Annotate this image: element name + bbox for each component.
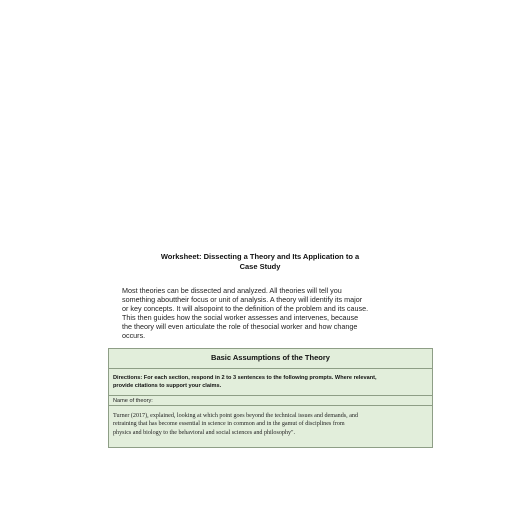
response-line: physics and biology to the behavioral and social sciences and philosophy". xyxy=(113,429,296,436)
directions-row xyxy=(109,369,432,396)
intro-line: the theory will even articulate the role of thesocial worker and how change xyxy=(122,322,358,332)
response-line: retraining that has become essential in science in common and in the gamut of disciplines from xyxy=(113,421,345,428)
response-line: Turner (2017), explained, looking at which point goes beyond the technical issues and demands, and xyxy=(113,413,358,419)
theory-name-field[interactable]: Name of theory: xyxy=(109,396,432,406)
intro-line: occurs. xyxy=(122,331,146,341)
intro-line: This then guides how the social worker assesses and intervenes, because xyxy=(122,313,359,323)
directions-line: provide citations to support your claims. xyxy=(113,383,222,389)
directions-line: Directions: For each section, respond in 2 to 3 sentences to the following prompts. Where relevant, xyxy=(113,375,377,381)
title-line: Case Study xyxy=(239,262,281,271)
intro-line: Most theories can be dissected and analyzed. All theories will tell you xyxy=(122,286,342,295)
document-title xyxy=(130,252,390,272)
intro-line: something abouttheir focus or unit of analysis. A theory will identify its major xyxy=(122,295,363,305)
theory-response-text[interactable] xyxy=(109,406,432,447)
intro-line: or key concepts. It will alsopoint to the definition of the problem and its cause. xyxy=(122,304,369,314)
title-line: Worksheet: Dissecting a Theory and Its Application to a xyxy=(160,252,360,261)
table-header: Basic Assumptions of the Theory xyxy=(109,349,432,369)
assumptions-table xyxy=(108,348,433,448)
intro-paragraph xyxy=(122,286,396,341)
